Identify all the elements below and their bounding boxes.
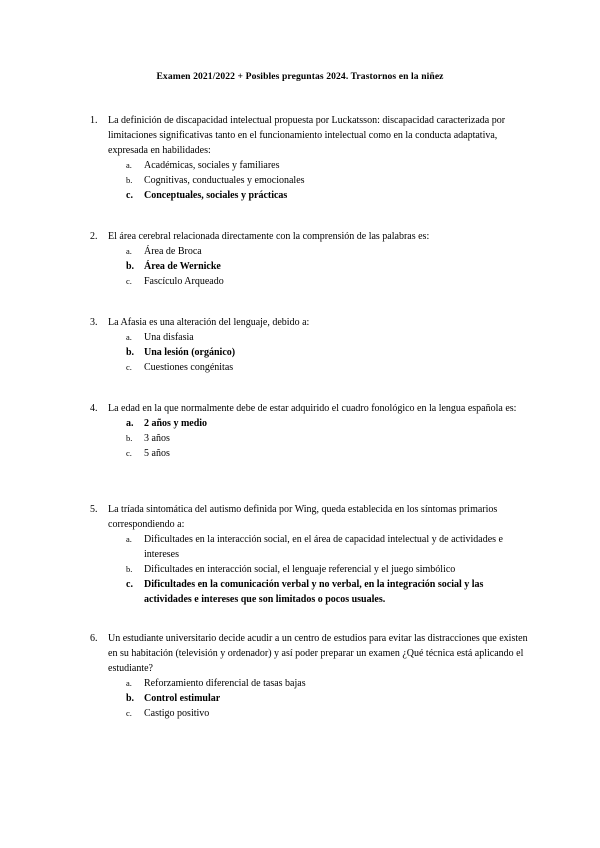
- question-4: [90, 401, 530, 461]
- question-number: 1.: [90, 115, 98, 126]
- question-1: [90, 113, 530, 203]
- question-5: [90, 502, 530, 607]
- options-list: [90, 532, 530, 607]
- option-b: b. Cognitivas, conductuales y emocionales: [126, 175, 305, 186]
- question-number: 4.: [90, 403, 98, 414]
- question-text: El área cerebral relacionada directamente con la comprensión de las palabras es:: [108, 231, 430, 242]
- option-b: b. 3 años: [126, 433, 170, 444]
- options-list: [90, 330, 530, 375]
- option-c-correct: c. Dificultades en la comunicación verbal y no verbal, en la integración social y las actividades e intereses que son limitados o pocos usuales.: [126, 579, 484, 605]
- option-a: a. Una disfasia: [126, 332, 194, 343]
- option-a: a. Reforzamiento diferencial de tasas bajas: [126, 678, 306, 689]
- question-2: [90, 229, 530, 289]
- option-a: a. Dificultades en la interacción social, en el área de capacidad intelectual y de actividades e intereses: [126, 534, 503, 560]
- page-title: Examen 2021/2022 + Posibles preguntas 2024. Trastornos en la niñez: [156, 71, 444, 82]
- option-a: a. Área de Broca: [126, 246, 202, 257]
- question-text: La tríada sintomática del autismo definida por Wing, queda establecida en los síntomas primarios correspondiendo a:: [108, 504, 498, 530]
- options-list: [90, 676, 530, 721]
- option-c: c. Cuestiones congénitas: [126, 362, 234, 373]
- question-number: 2.: [90, 231, 98, 242]
- option-a-correct: a. 2 años y medio: [126, 418, 208, 429]
- question-number: 6.: [90, 633, 98, 644]
- option-b-correct: b. Área de Wernicke: [126, 261, 221, 272]
- question-text: La Afasia es una alteración del lenguaje, debido a:: [108, 317, 310, 328]
- question-text: La definición de discapacidad intelectual propuesta por Luckatsson: discapacidad caracterizada por limitaciones significativas tanto en el funcionamiento intelectual como en la conducta adaptativa, expresada en habilidades:: [108, 115, 506, 156]
- question-number: 3.: [90, 317, 98, 328]
- options-list: [90, 158, 530, 203]
- option-b-correct: b. Una lesión (orgánico): [126, 347, 236, 358]
- option-a: a. Académicas, sociales y familiares: [126, 160, 280, 171]
- question-text: Un estudiante universitario decide acudir a un centro de estudios para evitar las distracciones que existen en su habitación (televisión y ordenador) y así poder preparar un examen ¿Qué técnica está aplicando el estudiante?: [108, 633, 528, 674]
- options-list: [90, 244, 530, 289]
- question-number: 5.: [90, 504, 98, 515]
- option-c: c. 5 años: [126, 448, 170, 459]
- option-b-correct: b. Control estimular: [126, 693, 221, 704]
- question-6: [90, 631, 530, 721]
- question-3: [90, 315, 530, 375]
- option-b: b. Dificultades en interacción social, el lenguaje referencial y el juego simbólico: [126, 564, 456, 575]
- question-text: La edad en la que normalmente debe de estar adquirido el cuadro fonológico en la lengua española es:: [108, 403, 517, 414]
- option-c-correct: c. Conceptuales, sociales y prácticas: [126, 190, 288, 201]
- option-c: c. Castigo positivo: [126, 708, 210, 719]
- option-c: c. Fascículo Arqueado: [126, 276, 224, 287]
- options-list: [90, 416, 530, 461]
